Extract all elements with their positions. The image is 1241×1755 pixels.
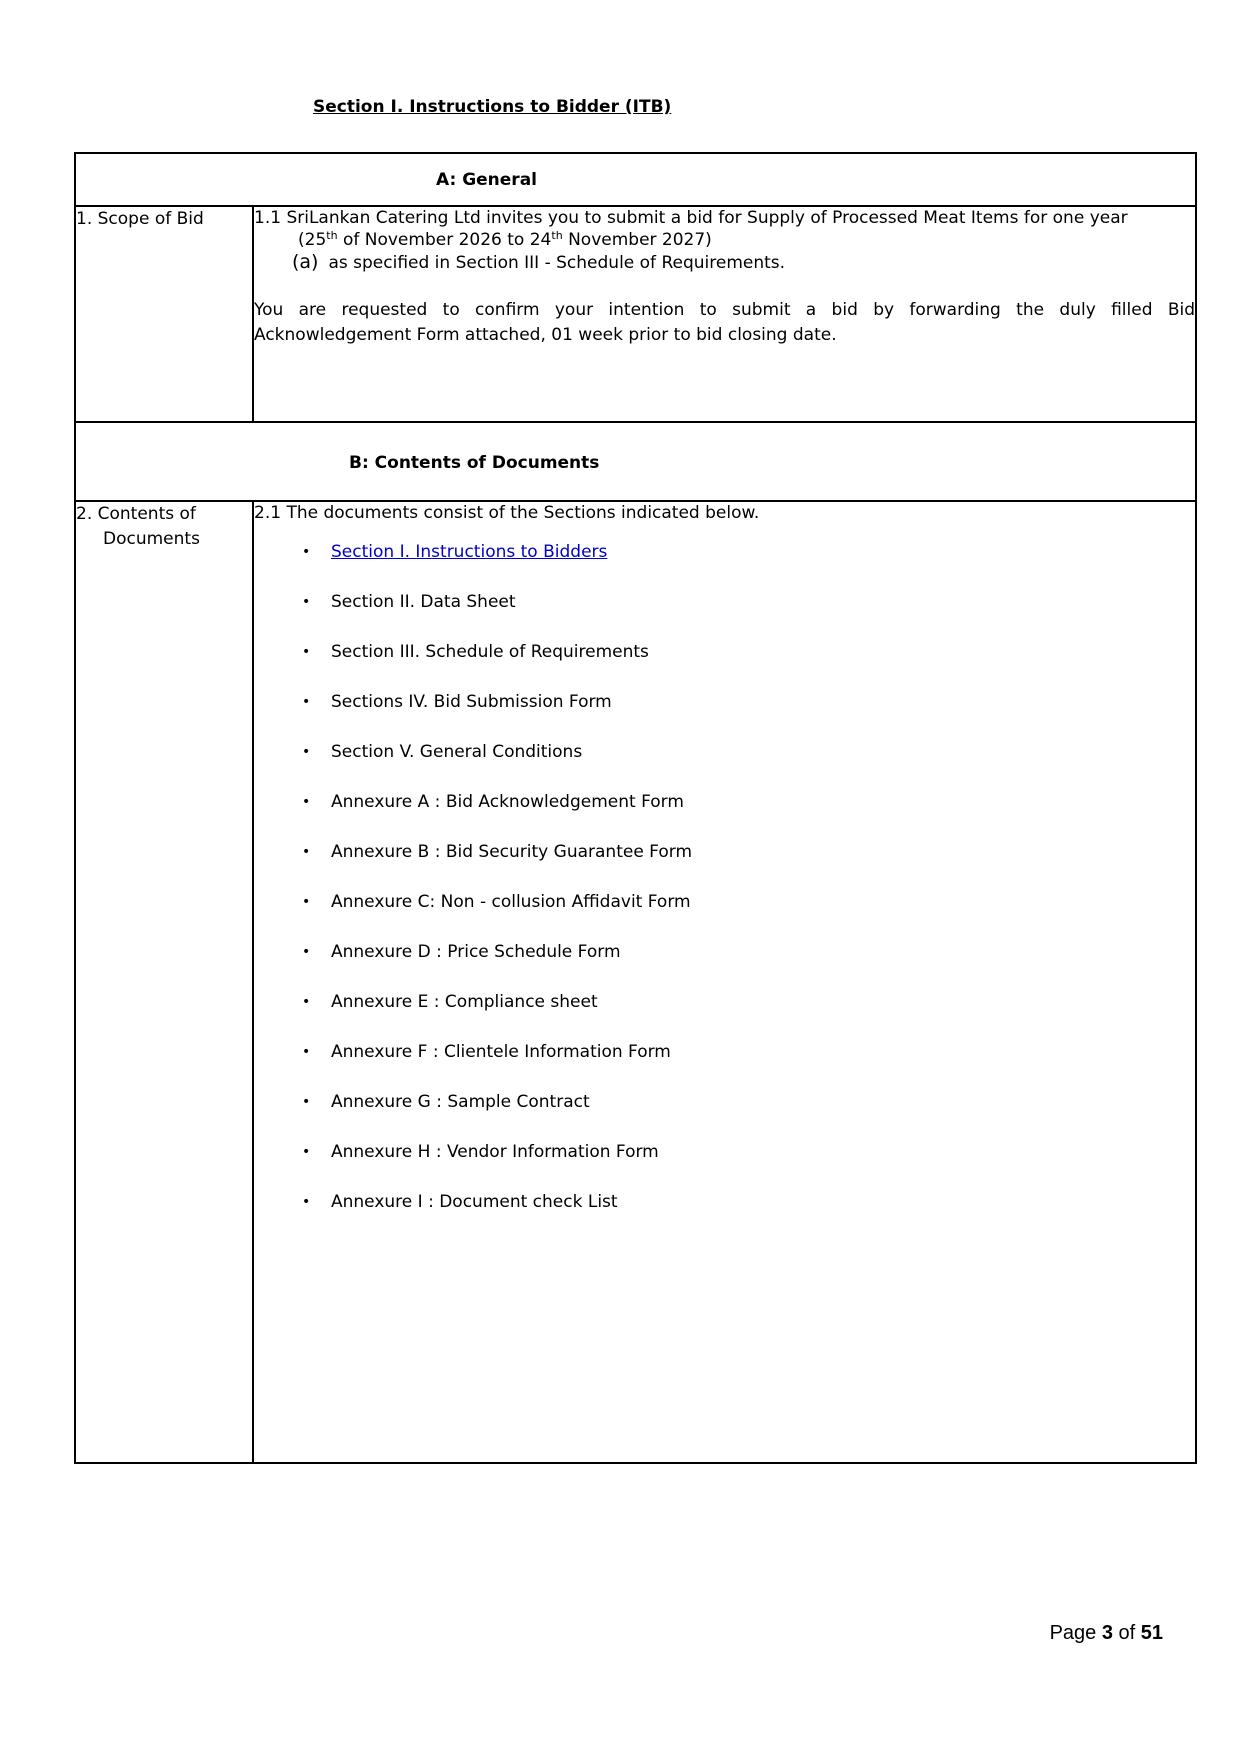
list-item	[302, 790, 1195, 840]
section-b-heading: B: Contents of Documents	[75, 422, 1196, 501]
scope-date-end: November 2027)	[562, 230, 712, 250]
list-item-label: Annexure I : Document check List	[331, 1192, 618, 1212]
list-item[interactable]	[302, 540, 1195, 590]
page-title: Section I. Instructions to Bidder (ITB)	[313, 97, 672, 117]
bullet-icon: •	[302, 944, 311, 960]
bullet-icon: •	[302, 844, 311, 860]
section-b-header-row	[75, 422, 1196, 501]
list-item-label: Annexure F : Clientele Information Form	[331, 1042, 671, 1062]
list-item-label: Section III. Schedule of Requirements	[331, 642, 649, 662]
list-item	[302, 890, 1195, 940]
bullet-icon: •	[302, 994, 311, 1010]
bullet-icon: •	[302, 544, 311, 560]
section-i-link[interactable]: Section I. Instructions to Bidders	[331, 542, 608, 562]
list-item	[302, 840, 1195, 890]
scope-content	[253, 206, 1196, 422]
list-item-label: Sections IV. Bid Submission Form	[331, 692, 612, 712]
contents-label-line-1: 2. Contents of	[76, 504, 196, 524]
page-footer	[1050, 1622, 1163, 1645]
list-item-label: Annexure E : Compliance sheet	[331, 992, 598, 1012]
list-item	[302, 990, 1195, 1040]
contents-content	[253, 501, 1196, 1463]
contents-label-line-2: Documents	[103, 529, 200, 549]
scope-item-tag: (a)	[292, 251, 319, 273]
bullet-icon: •	[302, 1144, 311, 1160]
bullet-icon: •	[302, 694, 311, 710]
list-item	[302, 590, 1195, 640]
scope-line-2	[254, 229, 1195, 251]
bullet-icon: •	[302, 1094, 311, 1110]
list-item-label: Annexure C: Non - collusion Affidavit Form	[331, 892, 691, 912]
scope-row	[75, 206, 1196, 422]
page-current: 3	[1101, 1622, 1113, 1644]
contents-row	[75, 501, 1196, 1463]
section-a-header-row	[75, 153, 1196, 206]
list-item-label: Annexure B : Bid Security Guarantee Form	[331, 842, 693, 862]
bullet-icon: •	[302, 644, 311, 660]
contents-intro: 2.1 The documents consist of the Sections indicated below.	[254, 503, 760, 523]
scope-date-mid: of November 2026 to 24	[337, 230, 552, 250]
bullet-icon: •	[302, 744, 311, 760]
document-list	[254, 540, 1195, 1240]
list-item-label: Annexure G : Sample Contract	[331, 1092, 590, 1112]
list-item	[302, 1040, 1195, 1090]
scope-item-text: as specified in Section III - Schedule of Requirements.	[328, 253, 786, 273]
bullet-icon: •	[302, 1194, 311, 1210]
list-item	[302, 1190, 1195, 1240]
scope-label: 1. Scope of Bid	[75, 206, 253, 422]
scope-sup-2: th	[551, 229, 563, 242]
scope-date-start: (25	[298, 230, 327, 250]
scope-line-3	[254, 251, 1195, 274]
list-item	[302, 1140, 1195, 1190]
list-item	[302, 690, 1195, 740]
page-of: of	[1112, 1622, 1141, 1644]
list-item	[302, 940, 1195, 990]
list-item-label: Annexure H : Vendor Information Form	[331, 1142, 659, 1162]
bullet-icon: •	[302, 894, 311, 910]
list-item	[302, 740, 1195, 790]
scope-sup-1: th	[326, 229, 338, 242]
list-item	[302, 640, 1195, 690]
contents-label	[75, 501, 253, 1463]
list-item-label: Annexure D : Price Schedule Form	[331, 942, 621, 962]
confirm-paragraph: You are requested to confirm your intention to submit a bid by forwarding the duly filled Bid Acknowledgement Form attached, 01 week prior to bid closing date.	[254, 300, 1195, 345]
list-item-label: Section V. General Conditions	[331, 742, 583, 762]
section-a-heading: A: General	[75, 153, 1196, 206]
page-total: 51	[1140, 1622, 1163, 1644]
page-prefix: Page	[1049, 1622, 1102, 1644]
itb-table	[74, 152, 1197, 1464]
bullet-icon: •	[302, 594, 311, 610]
bullet-icon: •	[302, 794, 311, 810]
list-item-label: Annexure A : Bid Acknowledgement Form	[331, 792, 684, 812]
scope-line-1: 1.1 SriLankan Catering Ltd invites you to submit a bid for Supply of Processed Meat Items for one year	[254, 208, 1128, 228]
list-item	[302, 1090, 1195, 1140]
list-item-label: Section II. Data Sheet	[331, 592, 516, 612]
bullet-icon: •	[302, 1044, 311, 1060]
